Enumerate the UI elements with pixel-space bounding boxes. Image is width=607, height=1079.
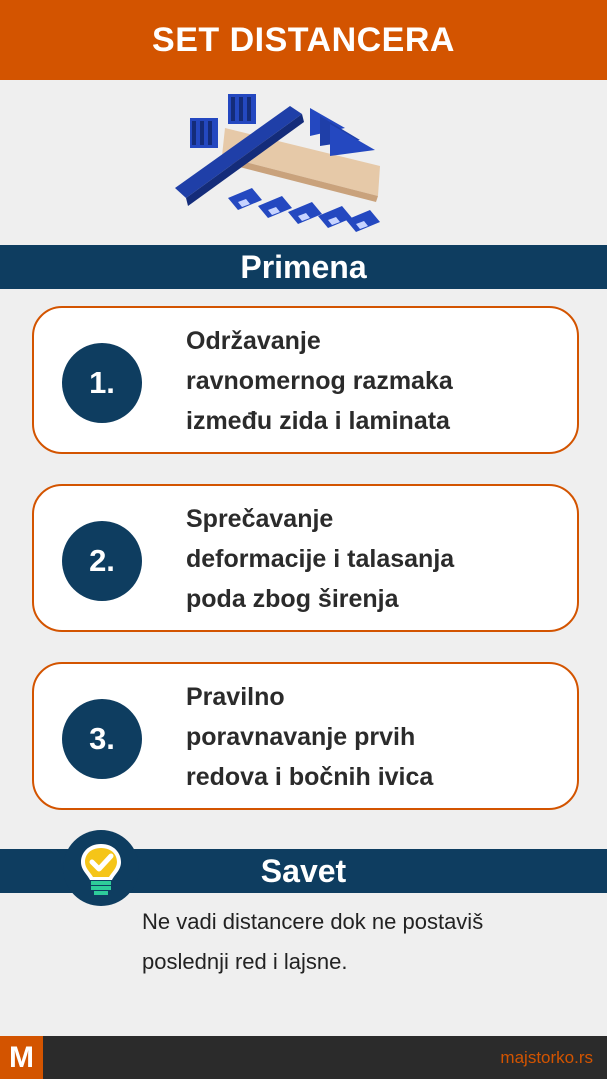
lightbulb-check-icon [63,830,139,906]
primena-item-2 [32,484,579,632]
item-line: ravnomernog razmaka [186,367,453,395]
item-line: Pravilno [186,683,285,711]
item-number-badge: 2. [62,521,142,601]
item-number-badge: 3. [62,699,142,779]
page-title: SET DISTANCERA [0,0,607,80]
item-number-badge: 1. [62,343,142,423]
savet-section-title: Savet [0,849,607,893]
tip-line: Ne vadi distancere dok ne postaviš [142,909,484,934]
item-line: Održavanje [186,327,321,355]
primena-item-1 [32,306,579,454]
item-line: poravnavanje prvih [186,723,416,751]
item-line: između zida i laminata [186,407,450,435]
item-line: Sprečavanje [186,505,334,533]
item-text [186,494,566,624]
primena-section-title: Primena [0,245,607,289]
primena-item-3 [32,662,579,810]
tip-line: poslednji red i lajsne. [142,949,348,974]
item-text [186,672,566,802]
item-line: redova i bočnih ivica [186,763,434,791]
item-line: deformacije i talasanja [186,545,455,573]
brand-logo[interactable]: M [0,1036,43,1079]
site-link[interactable]: majstorko.rs [500,1047,593,1067]
item-text [186,316,566,446]
item-line: poda zbog širenja [186,585,399,613]
tip-text [142,902,582,982]
distancer-set-image [170,88,400,243]
footer [0,1036,607,1079]
